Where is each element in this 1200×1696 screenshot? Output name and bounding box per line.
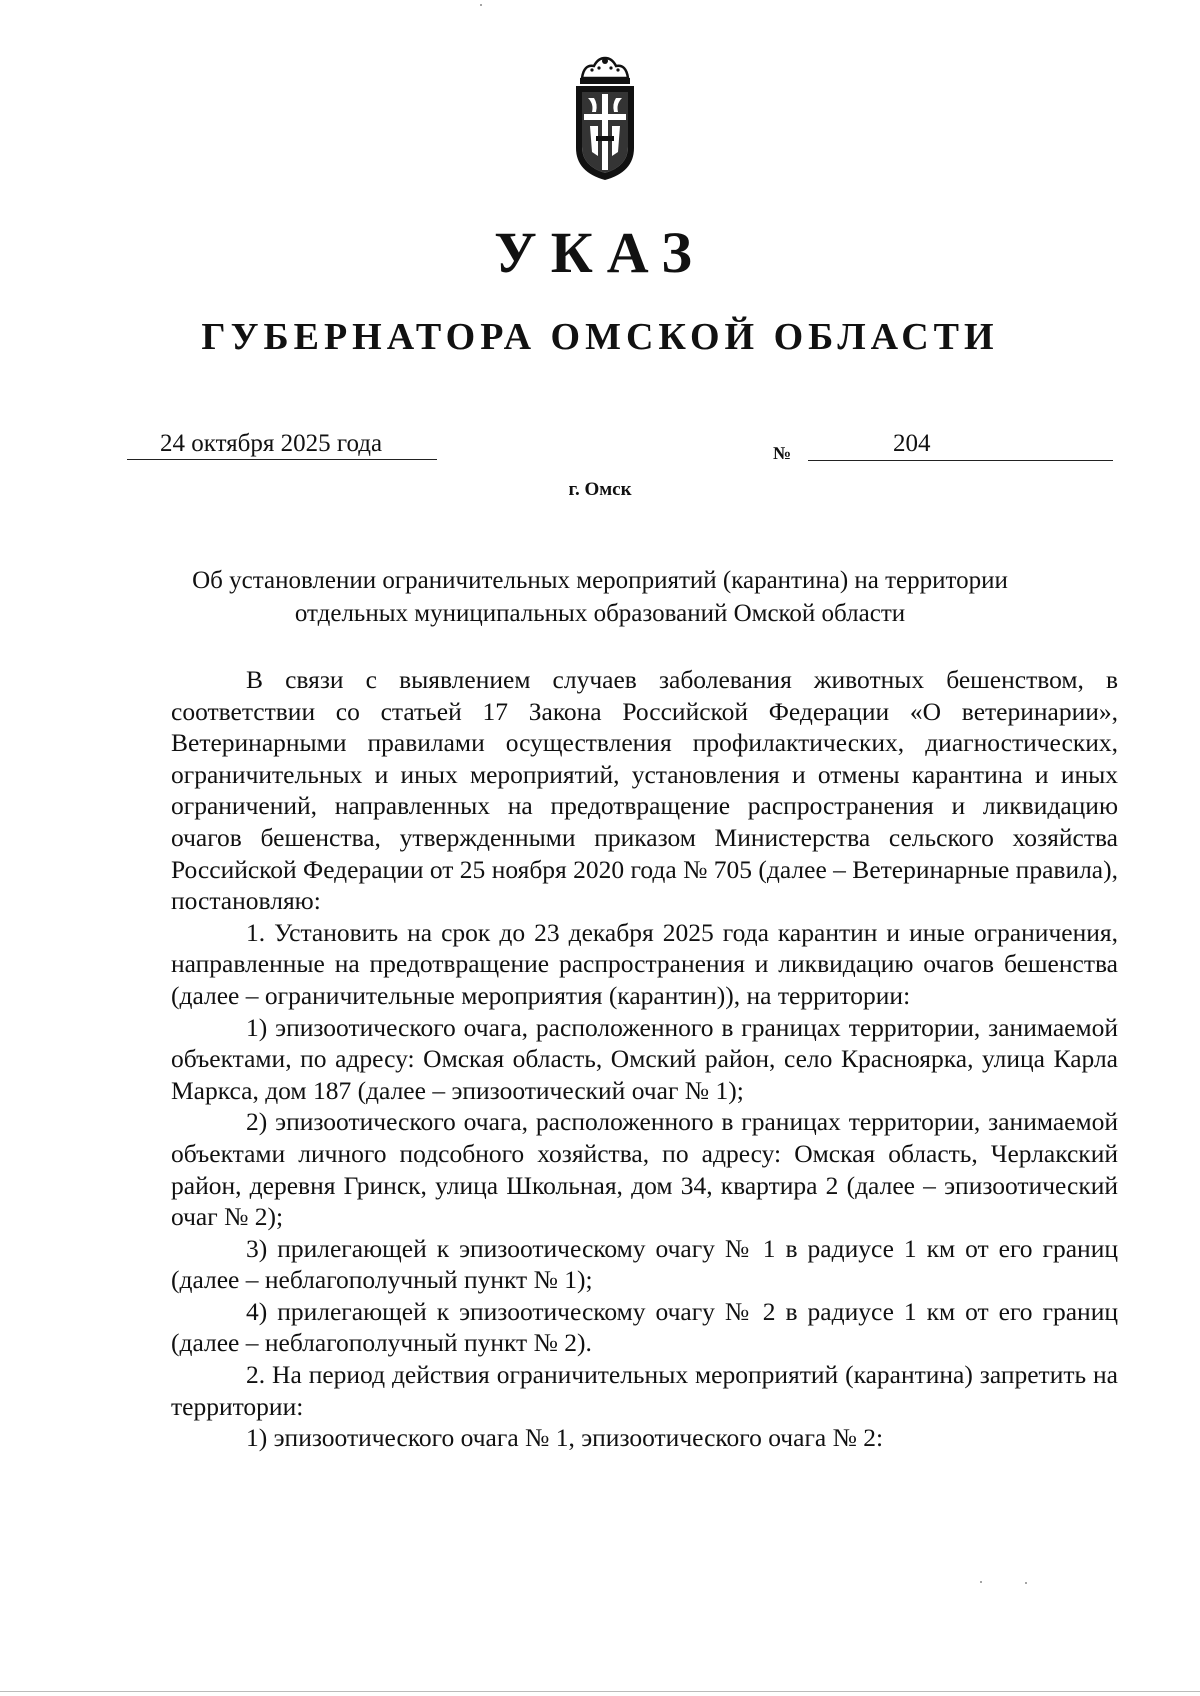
paragraph-subitem-1-2: 2) эпизоотического очага, расположенного в границах территории, занимаемой объектами личного подсобного хозяйства, по адресу: Омская область, Черлакский район, деревня Гринск, улица Школьная, дом 34, квартира 2 (далее – эпизоотический очаг № 2); [171,1107,1118,1232]
paragraph-item-1: 1. Установить на срок до 23 декабря 2025 года карантин и иные ограничения, направленные на предотвращение распространения и ликвидацию очагов бешенства (далее – ограничительные мероприятия (карантин)), на территории: [171,917,1118,1010]
paragraph-subitem-2-1: 1) эпизоотического очага № 1, эпизоотического очага № 2: [246,1423,884,1453]
paragraph-item-2: 2. На период действия ограничительных мероприятий (карантина) запретить на территории: [171,1360,1118,1421]
document-body [171,664,1118,1454]
scan-speck [1025,1582,1027,1584]
document-city: г. Омск [568,479,632,500]
number-underline [808,430,1113,461]
paragraph-subitem-1-3: 3) прилегающей к эпизоотическому очагу № 1 в радиусе 1 км от его границ (далее – неблагополучный пункт № 1); [171,1233,1118,1295]
paragraph-subitem-1-1: 1) эпизоотического очага, расположенного в границах территории, занимаемой объектами, по адресу: Омская область, Омский район, село Красноярка, улица Карла Маркса, дом 187 (далее – эпизоотический очаг № 1); [171,1012,1118,1105]
document-date: 24 октября 2025 года [160,430,383,457]
document-heading: Об установлении ограничительных мероприятий (карантина) на территории отдельных муниципальных образований Омской области [192,567,1008,627]
scan-speck [480,4,482,6]
issuer-title: ГУБЕРНАТОРА ОМСКОЙ ОБЛАСТИ [201,316,999,358]
document-number: 204 [893,430,931,457]
coat-of-arms-icon [568,52,642,184]
paragraph-preamble: В связи с выявлением случаев заболевания животных бешенством, в соответствии со статьей 17 Закона Российской Федерации «О ветеринарии», Ветеринарными правилами осуществления профилактических, диагностических, ограничительных и иных мероприятий, установления и отмены карантина и иных ограничений, направленных на предотвращение распространения и ликвидацию очагов бешенства, утвержденными приказом Министерства сельского хозяйства Российской Федерации от 25 ноября 2020 года № 705 (далее – Ветеринарные правила), постановляю: [171,665,1118,916]
document-type-title: УКАЗ [494,220,706,285]
paragraph-subitem-1-4: 4) прилегающей к эпизоотическому очагу № 2 в радиусе 1 км от его границ (далее – неблагополучный пункт № 2). [171,1296,1118,1358]
number-sign: № [773,443,792,463]
scan-speck [980,1581,982,1583]
scan-bottom-edge [0,1691,1200,1692]
